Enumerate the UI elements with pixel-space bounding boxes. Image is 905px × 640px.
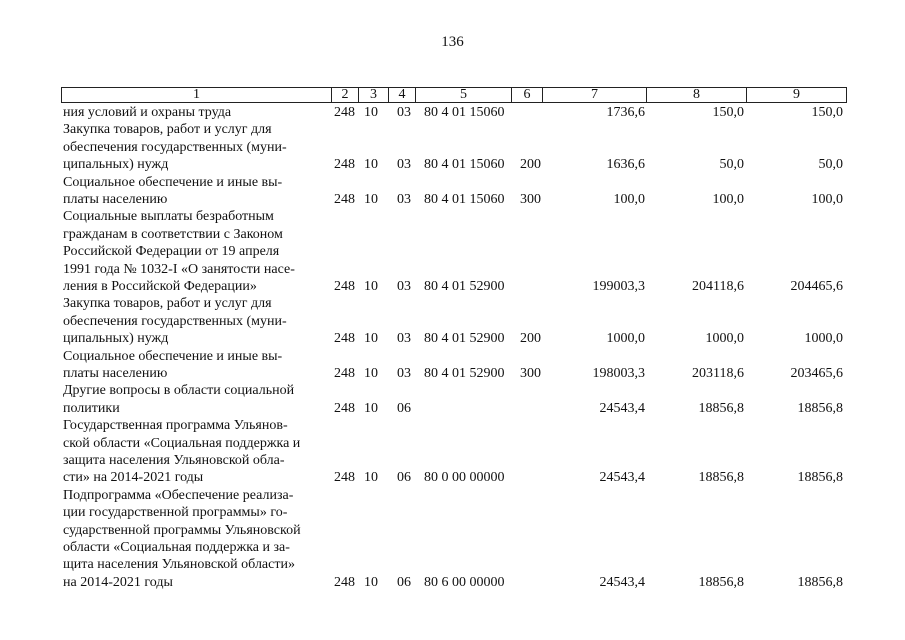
row-amount-col9: 18856,8 [797,400,843,416]
row-code-ministry: 248 [334,574,355,590]
row-code-target-article: 80 4 01 15060 [424,191,505,207]
row-code-expense-type: 200 [520,157,541,173]
row-amount-col8: 203118,6 [692,365,744,381]
row-code-target-article: 80 4 01 52900 [424,331,505,347]
description-line: ния условий и охраны труда [63,105,232,120]
description-line: платы населению [63,192,168,207]
row-amount-col8: 150,0 [712,105,744,120]
description-line: обеспечения государственных (муни- [63,313,287,329]
description-line: Социальное обеспечение и иные вы- [63,174,283,190]
description-line: защита населения Ульяновской обла- [63,453,285,468]
description-line: гражданам в соответствии с Законом [63,226,283,242]
row-amount-col7: 100,0 [613,191,645,207]
row-code-ministry: 248 [334,105,355,120]
row-amount-col8: 18856,8 [698,400,744,416]
row-code-section: 10 [364,331,378,347]
row-code-subsection: 06 [397,470,411,486]
row-code-subsection: 06 [397,400,411,416]
row-code-ministry: 248 [334,400,355,416]
row-code-ministry: 248 [334,157,355,173]
row-amount-col8: 100,0 [712,191,744,207]
description-line: Закупка товаров, работ и услуг для [63,122,272,138]
row-amount-col8: 50,0 [719,157,744,173]
row-description [63,208,325,295]
table-row [0,382,905,417]
description-line: 1991 года № 1032-I «О занятости насе- [63,261,295,277]
header-col-1: 1 [62,88,332,103]
row-code-subsection: 03 [397,278,411,294]
table-row [0,208,905,295]
description-line: ции государственной программы» го- [63,505,288,521]
header-col-5: 5 [416,88,512,103]
row-code-target-article: 80 6 00 00000 [424,574,505,590]
header-col-3: 3 [359,88,389,103]
page-number: 136 [441,34,464,50]
description-line: политики [63,400,120,416]
row-code-section: 10 [364,157,378,173]
row-description [63,382,325,417]
description-line: ской области «Социальная поддержка и [63,435,301,451]
row-code-subsection: 03 [397,157,411,173]
row-code-subsection: 06 [397,574,411,590]
header-col-2: 2 [332,88,359,103]
description-line: Российской Федерации от 19 апреля [63,244,280,260]
description-line: Социальное обеспечение и иные вы- [63,348,283,364]
row-description [63,348,325,383]
row-code-subsection: 03 [397,105,411,120]
row-code-subsection: 03 [397,365,411,381]
header-col-7: 7 [543,88,647,103]
row-description [63,121,325,173]
row-code-section: 10 [364,365,378,381]
row-code-section: 10 [364,470,378,486]
row-code-ministry: 248 [334,191,355,207]
description-line: Другие вопросы в области социальной [63,383,295,399]
description-line: ления в Российской Федерации» [63,279,257,295]
description-line: Закупка товаров, работ и услуг для [63,296,272,312]
row-amount-col9: 203465,6 [790,365,843,381]
row-code-expense-type: 300 [520,191,541,207]
row-amount-col7: 198003,3 [592,365,645,381]
row-amount-col8: 1000,0 [705,331,744,347]
header-col-4: 4 [389,88,416,103]
table-row [0,174,905,209]
row-amount-col9: 150,0 [811,105,843,120]
row-code-target-article: 80 4 01 52900 [424,278,505,294]
header-col-8: 8 [647,88,747,103]
row-description [63,295,325,347]
row-code-target-article: 80 0 00 00000 [424,470,505,486]
row-code-ministry: 248 [334,278,355,294]
row-code-section: 10 [364,278,378,294]
row-amount-col7: 24543,4 [599,470,645,486]
description-line: области «Социальная поддержка и за- [63,540,290,556]
table-row [0,121,905,173]
row-amount-col7: 24543,4 [599,400,645,416]
row-amount-col7: 24543,4 [599,574,645,590]
row-amount-col8: 204118,6 [692,278,744,294]
row-code-ministry: 248 [334,331,355,347]
description-line: на 2014-2021 годы [63,574,173,590]
row-code-target-article: 80 4 01 52900 [424,365,505,381]
table-row [0,295,905,347]
row-amount-col9: 18856,8 [797,574,843,590]
row-amount-col9: 50,0 [818,157,843,173]
header-col-6: 6 [512,88,543,103]
description-line: щита населения Ульяновской области» [63,557,295,573]
description-line: сти» на 2014-2021 годы [63,470,204,486]
table-row [0,487,905,591]
row-code-subsection: 03 [397,331,411,347]
row-code-section: 10 [364,191,378,207]
row-code-subsection: 03 [397,191,411,207]
row-amount-col8: 18856,8 [698,574,744,590]
description-line: сударственной программы Ульяновской [63,522,301,538]
row-amount-col9: 18856,8 [797,470,843,486]
row-code-section: 10 [364,574,378,590]
description-line: ципальных) нужд [63,331,169,347]
table-row [0,417,905,487]
row-code-target-article: 80 4 01 15060 [424,105,505,120]
description-line: Государственная программа Ульянов- [63,418,288,434]
header-col-9: 9 [747,88,847,103]
row-description [63,174,325,209]
row-amount-col9: 100,0 [811,191,843,207]
row-description [63,104,325,121]
row-code-ministry: 248 [334,470,355,486]
row-amount-col8: 18856,8 [698,470,744,486]
row-code-section: 10 [364,105,378,120]
row-amount-col7: 199003,3 [592,278,645,294]
row-amount-col7: 1000,0 [606,331,645,347]
row-code-expense-type: 300 [520,365,541,381]
table-row [0,104,905,121]
table-row [0,348,905,383]
row-amount-col7: 1636,6 [606,157,645,173]
row-code-target-article: 80 4 01 15060 [424,157,505,173]
row-code-expense-type: 200 [520,331,541,347]
row-description [63,487,325,591]
row-amount-col9: 204465,6 [790,278,843,294]
description-line: Социальные выплаты безработным [63,209,274,225]
row-amount-col9: 1000,0 [804,331,843,347]
description-line: Подпрограмма «Обеспечение реализа- [63,487,294,503]
row-amount-col7: 1736,6 [606,105,645,120]
description-line: платы населению [63,366,168,381]
description-line: обеспечения государственных (муни- [63,139,287,155]
row-code-ministry: 248 [334,365,355,381]
description-line: ципальных) нужд [63,157,169,173]
row-code-section: 10 [364,400,378,416]
row-description [63,417,325,487]
